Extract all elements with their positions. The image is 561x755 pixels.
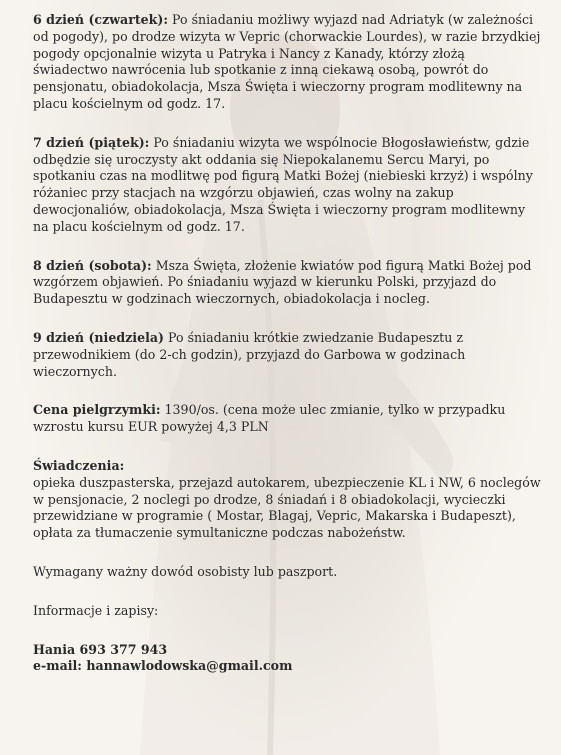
day-8-paragraph	[33, 258, 543, 308]
day-7-text: Po śniadaniu wizyta we wspólnocie Błogosławieństw, gdzie odbędzie się uroczysty akt oddania się Niepokalanemu Sercu Maryi, po spotkaniu czas na modlitwę pod figurą Matki Bożej (niebieski krzyż) i wspólny różaniec przy stacjach na wzgórzu objawień, czas wolny na zakup dewocjonaliów, obiadokolacja, Msza Święta i wieczorny program modlitewny na placu kościelnym od godz. 17.	[33, 134, 533, 234]
info-label: Informacje i zapisy:	[33, 602, 159, 618]
day-6-paragraph	[33, 12, 543, 113]
day-7-heading: 7 dzień (piątek):	[33, 134, 150, 150]
price-text: 1390/os. (cena może ulec zmianie, tylko w przypadku wzrostu kursu EUR powyżej 4,3 PLN	[33, 402, 506, 435]
id-note: Wymagany ważny dowód osobisty lub paszport.	[33, 563, 338, 579]
price-paragraph	[33, 402, 543, 436]
benefits-section	[33, 458, 543, 542]
contact-email[interactable]: e-mail: hannawlodowska@gmail.com	[33, 658, 293, 674]
benefits-heading: Świadczenia:	[33, 457, 125, 473]
day-9-text: Po śniadaniu krótkie zwiedzanie Budapesztu z przewodnikiem (do 2-ch godzin), przyjazd do Garbowa w godzinach wieczornych.	[33, 329, 466, 379]
day-9-paragraph	[33, 330, 543, 380]
day-6-heading: 6 dzień (czwartek):	[33, 12, 169, 27]
day-8-heading: 8 dzień (sobota):	[33, 257, 152, 273]
day-6-text: Po śniadaniu możliwy wyjazd nad Adriatyk (w zależności od pogody), po drodze wizyta w Vepric (chorwackie Lourdes), w razie brzydkiej pogody opcjonalnie wizyta u Patryka i Nancy z Kanady, którzy złożą świadectwo nawrócenia lub spotkanie z inną ciekawą osobą, powrót do pensjonatu, obiadokolacja, Msza Święta i wieczorny program modlitewny na placu kościelnym od godz. 17.	[33, 12, 541, 111]
contact-phone: Hania 693 377 943	[33, 641, 168, 657]
document-body	[33, 12, 543, 675]
day-8-text: Msza Święta, złożenie kwiatów pod figurą Matki Bożej pod wzgórzem objawień. Po śniadaniu wyjazd w kierunku Polski, przyjazd do Budapesztu w godzinach wieczornych, obiadokolacja i nocleg.	[33, 257, 532, 307]
price-heading: Cena pielgrzymki:	[33, 402, 161, 418]
day-7-paragraph	[33, 135, 543, 236]
benefits-text: opieka duszpasterska, przejazd autokarem, ubezpieczenie KL i NW, 6 noclegów w pensjonacie, 2 noclegi po drodze, 8 śniadań i 8 obiadokolacji, wycieczki przewidziane w programie ( Mostar, Blagaj, Vepric, Makarska i Budapeszt), opłata za tłumaczenie symultaniczne podczas nabożeństw.	[33, 474, 541, 541]
day-9-heading: 9 dzień (niedziela)	[33, 329, 165, 345]
